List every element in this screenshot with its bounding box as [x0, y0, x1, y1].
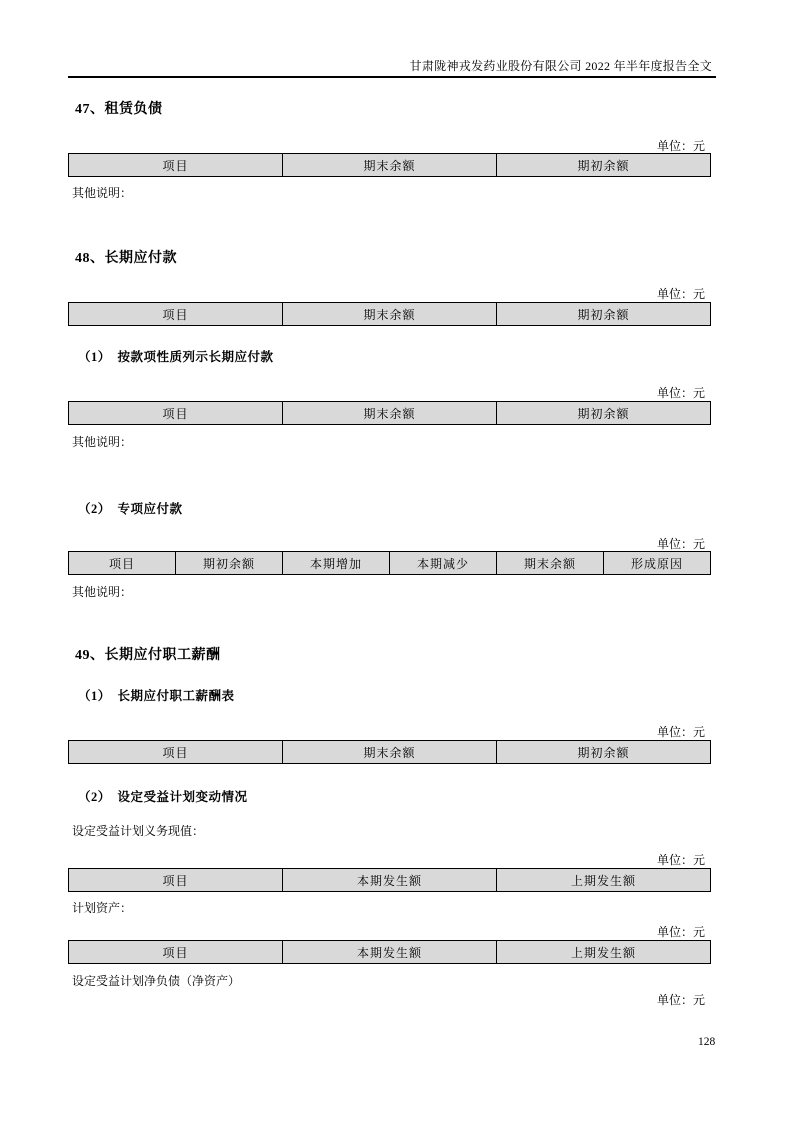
unit-label: 单位：元: [656, 287, 705, 301]
section-48-title: 48、长期应付款: [75, 251, 177, 266]
col-prior-period-amount: 上期发生额: [497, 869, 711, 892]
unit-label: 单位：元: [656, 386, 705, 400]
col-item: 项目: [69, 402, 283, 425]
section-49-sub1-title: （1） 长期应付职工薪酬表: [78, 689, 235, 703]
table-header-row: [69, 154, 711, 177]
col-beginning-balance: 期初余额: [176, 552, 283, 575]
obligation-pv-label: 设定受益计划义务现值：: [72, 824, 205, 838]
section-49-title: 49、长期应付职工薪酬: [75, 648, 221, 663]
page-header-title: 甘肃陇神戎发药业股份有限公司 2022 年半年度报告全文: [409, 59, 712, 73]
unit-label: 单位：元: [656, 537, 705, 551]
table-header-row: [69, 552, 711, 575]
unit-label: 单位：元: [656, 725, 705, 739]
col-item: 项目: [69, 154, 283, 177]
col-ending-balance: 期末余额: [283, 154, 497, 177]
header-rule: [68, 76, 716, 78]
col-current-decrease: 本期减少: [390, 552, 497, 575]
unit-label: 单位：元: [656, 853, 705, 867]
page-number: 128: [698, 1036, 716, 1048]
col-current-period-amount: 本期发生额: [283, 941, 497, 964]
lease-liabilities-table: [68, 153, 711, 177]
table-header-row: [69, 941, 711, 964]
other-notes-label: 其他说明：: [72, 435, 133, 449]
col-item: 项目: [69, 941, 283, 964]
table-header-row: [69, 869, 711, 892]
col-item: 项目: [69, 303, 283, 326]
long-term-compensation-table: [68, 740, 711, 764]
table-header-row: [69, 741, 711, 764]
col-prior-period-amount: 上期发生额: [497, 941, 711, 964]
payables-by-nature-table: [68, 401, 711, 425]
col-ending-balance: 期末余额: [283, 303, 497, 326]
other-notes-label: 其他说明：: [72, 585, 133, 599]
col-beginning-balance: 期初余额: [497, 741, 711, 764]
section-47-title: 47、租赁负债: [75, 102, 163, 117]
col-beginning-balance: 期初余额: [497, 402, 711, 425]
table-header-row: [69, 303, 711, 326]
unit-label: 单位：元: [656, 925, 705, 939]
table-header-row: [69, 402, 711, 425]
long-term-payables-table: [68, 302, 711, 326]
col-item: 项目: [69, 869, 283, 892]
section-48-sub2-title: （2） 专项应付款: [78, 502, 183, 516]
net-liability-label: 设定受益计划净负债（净资产）: [72, 974, 241, 988]
col-ending-balance: 期末余额: [283, 402, 497, 425]
special-payables-table: [68, 551, 711, 575]
col-ending-balance: 期末余额: [497, 552, 604, 575]
col-current-increase: 本期增加: [283, 552, 390, 575]
other-notes-label: 其他说明：: [72, 186, 133, 200]
section-48-sub1-title: （1） 按款项性质列示长期应付款: [78, 350, 274, 364]
unit-label: 单位：元: [656, 139, 705, 153]
col-beginning-balance: 期初余额: [497, 154, 711, 177]
col-formation-reason: 形成原因: [604, 552, 711, 575]
col-current-period-amount: 本期发生额: [283, 869, 497, 892]
plan-assets-table: [68, 940, 711, 964]
obligation-pv-table: [68, 868, 711, 892]
col-beginning-balance: 期初余额: [497, 303, 711, 326]
col-item: 项目: [69, 741, 283, 764]
section-49-sub2-title: （2） 设定受益计划变动情况: [78, 790, 248, 804]
plan-assets-label: 计划资产：: [72, 901, 133, 915]
unit-label: 单位：元: [656, 993, 705, 1007]
col-ending-balance: 期末余额: [283, 741, 497, 764]
col-item: 项目: [69, 552, 176, 575]
